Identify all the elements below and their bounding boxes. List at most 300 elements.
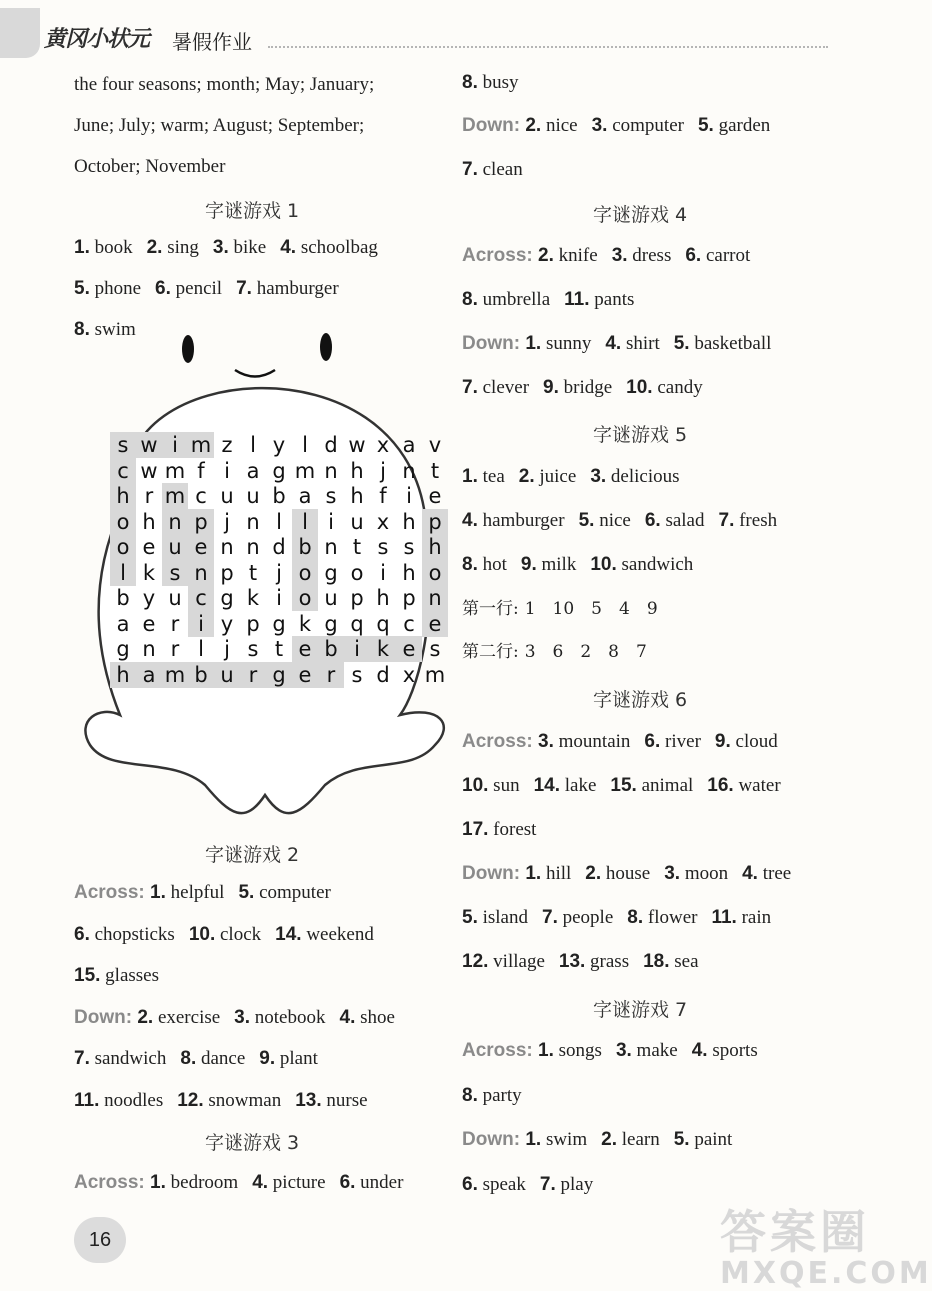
answer-line xyxy=(462,905,771,931)
grid-letter: b xyxy=(272,484,286,508)
answer-number: 2. xyxy=(601,1129,617,1150)
grid-letter: k xyxy=(142,560,156,585)
grid-letter: x xyxy=(402,662,416,687)
grid-letter: e xyxy=(422,611,448,637)
grid-letter: m xyxy=(162,483,188,509)
grid-letter: c xyxy=(188,585,214,611)
answer-line xyxy=(462,70,519,96)
answer-word: sandwich xyxy=(94,1048,167,1069)
section-title: 字谜游戏 6 xyxy=(593,689,688,711)
answer-number: 18. xyxy=(643,951,670,972)
answer-number: 1. xyxy=(150,882,166,903)
grid-letter: n xyxy=(324,458,338,483)
answer-word: phone xyxy=(94,278,142,299)
grid-letter: p xyxy=(220,560,234,585)
answer-item xyxy=(525,1129,587,1150)
row-order-label: 第一行: xyxy=(462,599,519,619)
answer-word: picture xyxy=(272,1172,326,1193)
answer-word: noodles xyxy=(104,1089,164,1111)
answer-item xyxy=(542,907,613,928)
grid-letter: t xyxy=(274,637,284,661)
answer-word: bike xyxy=(233,237,267,258)
answer-word: schoolbag xyxy=(300,237,378,258)
section-title: 字谜游戏 1 xyxy=(205,200,300,222)
page-header xyxy=(0,0,900,62)
answer-number: 4. xyxy=(691,1040,708,1061)
grid-letter: v xyxy=(428,433,442,457)
answer-number: 6. xyxy=(462,1173,478,1195)
answer-item xyxy=(612,245,672,266)
answer-word: swim xyxy=(545,1129,588,1150)
grid-letter: c xyxy=(403,611,415,636)
answer-number: 7. xyxy=(462,159,478,180)
answer-item xyxy=(627,907,697,928)
answer-item xyxy=(275,924,374,945)
answer-word: hamburger xyxy=(482,510,565,531)
direction-label: Across: xyxy=(462,1040,539,1061)
grid-letter: o xyxy=(110,509,136,535)
answer-number: 2. xyxy=(585,863,602,884)
answer-number: 7. xyxy=(718,510,735,531)
answer-item xyxy=(462,1085,522,1106)
answer-line xyxy=(462,729,778,755)
answer-line xyxy=(462,508,777,534)
answer-line xyxy=(462,331,771,357)
text-line: June; July; warm; August; September; xyxy=(74,115,365,136)
grid-letter: u xyxy=(214,662,240,688)
answer-word: songs xyxy=(558,1040,602,1061)
answer-item xyxy=(462,819,536,840)
answer-item xyxy=(538,1040,602,1061)
header-tab-decoration xyxy=(0,8,40,58)
grid-letter: r xyxy=(170,637,180,661)
row-order-line xyxy=(462,639,647,665)
answer-line xyxy=(74,317,136,343)
direction-label: Across: xyxy=(462,731,539,752)
answer-item xyxy=(147,237,199,258)
answer-word: sandwich xyxy=(621,554,694,575)
answer-item xyxy=(525,333,591,354)
answer-line xyxy=(462,861,791,887)
grid-letter: s xyxy=(403,535,415,559)
answer-number: 3. xyxy=(664,863,681,884)
answer-item xyxy=(259,1048,318,1069)
grid-letter: o xyxy=(292,585,318,611)
answer-word: mountain xyxy=(558,731,631,752)
answer-word: hill xyxy=(545,863,572,884)
grid-letter: n xyxy=(246,535,260,559)
grid-letter: l xyxy=(292,509,318,535)
grid-letter: a xyxy=(298,484,312,508)
answer-item xyxy=(462,951,545,972)
grid-letter: b xyxy=(116,586,130,610)
grid-letter: m xyxy=(294,458,316,483)
answer-item xyxy=(692,1040,758,1061)
answer-number: 9. xyxy=(714,731,731,752)
answer-word: rain xyxy=(741,907,772,928)
answer-word: clean xyxy=(482,159,523,180)
grid-letter: x xyxy=(376,433,390,457)
grid-letter: p xyxy=(350,586,364,610)
answer-item xyxy=(540,1174,593,1195)
answer-number: 12. xyxy=(177,1089,204,1111)
answer-word: forest xyxy=(493,819,537,840)
answer-word: lake xyxy=(564,775,597,796)
answer-item xyxy=(543,377,612,398)
answer-line xyxy=(74,1005,395,1031)
grid-letter: w xyxy=(136,432,162,458)
grid-letter: m xyxy=(424,662,446,687)
grid-letter: m xyxy=(164,458,186,483)
grid-letter: q xyxy=(350,611,364,636)
answer-line xyxy=(462,157,523,183)
answer-item xyxy=(340,1172,404,1193)
answer-item xyxy=(707,775,780,796)
answer-item xyxy=(538,245,598,266)
answer-number: 5. xyxy=(74,278,90,299)
answer-number: 8. xyxy=(462,1084,478,1106)
grid-letter: i xyxy=(188,611,214,637)
grid-letter: g xyxy=(266,662,292,688)
grid-letter: f xyxy=(197,458,205,483)
answer-item xyxy=(74,1048,166,1069)
answer-item xyxy=(462,510,565,531)
answer-item xyxy=(74,965,159,986)
answer-number: 3. xyxy=(590,466,607,487)
answer-item xyxy=(585,863,650,884)
answer-number: 3. xyxy=(611,245,628,266)
grid-letter: n xyxy=(422,585,448,611)
answer-word: house xyxy=(605,863,651,884)
answer-item xyxy=(189,924,261,945)
answer-number: 13. xyxy=(558,951,586,972)
header-dotted-rule xyxy=(268,46,828,48)
answer-item xyxy=(295,1090,367,1111)
answer-number: 11. xyxy=(74,1089,100,1111)
answer-line xyxy=(74,963,159,989)
answer-word: pants xyxy=(594,289,635,310)
grid-letter: h xyxy=(376,586,390,610)
watermark xyxy=(720,1196,932,1291)
answer-item xyxy=(462,775,520,796)
answer-word: speak xyxy=(482,1173,526,1195)
answer-line xyxy=(462,287,634,313)
answer-item xyxy=(150,1172,238,1193)
grid-letter: l xyxy=(110,560,136,586)
grid-letter: y xyxy=(142,586,156,610)
answer-number: 4. xyxy=(280,237,297,258)
grid-letter: i xyxy=(344,636,370,662)
direction-label: Down: xyxy=(462,863,526,884)
answer-word: dress xyxy=(632,245,672,266)
grid-letter: t xyxy=(248,560,258,585)
answer-word: tree xyxy=(762,863,792,884)
answer-item xyxy=(610,775,693,796)
grid-letter: s xyxy=(110,432,136,458)
answer-item xyxy=(590,466,679,487)
row-order-numbers: 1 10 5 4 9 xyxy=(524,599,658,619)
answer-item xyxy=(644,731,700,752)
answer-word: exercise xyxy=(157,1006,221,1028)
grid-letter: l xyxy=(250,433,256,457)
grid-letter: m xyxy=(188,432,214,458)
grid-letter: g xyxy=(324,611,338,636)
grid-letter: j xyxy=(224,637,230,661)
answer-item xyxy=(213,237,266,258)
answer-item xyxy=(525,863,571,884)
answer-item xyxy=(462,554,507,575)
series-logo: 黄冈小状元 xyxy=(44,27,150,52)
grid-letter: y xyxy=(272,433,286,457)
answer-number: 9. xyxy=(520,554,537,575)
answer-number: 7. xyxy=(236,278,252,299)
grid-letter: e xyxy=(428,484,442,508)
answer-number: 7. xyxy=(539,1173,556,1195)
grid-letter: x xyxy=(376,509,390,534)
answer-word: carrot xyxy=(705,245,751,266)
answer-item xyxy=(698,115,770,136)
answer-number: 7. xyxy=(542,907,558,928)
grid-letter: r xyxy=(240,662,266,688)
watermark-url: MXQE.COM xyxy=(720,1256,932,1291)
answer-word: plant xyxy=(279,1048,318,1069)
section-title: 字谜游戏 7 xyxy=(593,999,688,1021)
answer-number: 6. xyxy=(644,731,661,752)
answer-line xyxy=(462,1172,593,1198)
grid-letter: h xyxy=(402,509,416,534)
answer-number: 2. xyxy=(146,237,163,258)
answer-word: cloud xyxy=(735,731,778,752)
answer-word: clock xyxy=(220,923,262,945)
grid-letter: l xyxy=(276,509,282,534)
answer-item xyxy=(150,882,224,903)
grid-letter: i xyxy=(276,586,282,610)
answer-number: 8. xyxy=(627,907,644,928)
direction-label: Across: xyxy=(74,1172,151,1193)
section-title: 字谜游戏 5 xyxy=(593,424,688,446)
grid-letter: n xyxy=(220,535,234,559)
answer-item xyxy=(180,1048,245,1069)
answer-number: 6. xyxy=(339,1172,356,1193)
answer-number: 4. xyxy=(605,333,622,354)
text-line: the four seasons; month; May; January; xyxy=(74,74,375,95)
answer-number: 6. xyxy=(685,245,702,266)
grid-letter: n xyxy=(402,458,416,483)
answer-item xyxy=(462,159,523,180)
answer-number: 1. xyxy=(150,1172,166,1193)
answer-number: 1. xyxy=(525,1129,542,1150)
answer-number: 5. xyxy=(578,510,595,531)
direction-label: Down: xyxy=(462,333,526,354)
grid-letter: u xyxy=(350,509,364,534)
grid-letter: o xyxy=(292,560,318,586)
direction-label: Across: xyxy=(74,882,151,903)
answer-number: 1. xyxy=(462,466,478,487)
section-title: 字谜游戏 2 xyxy=(205,844,300,866)
grid-letter: o xyxy=(110,534,136,560)
answer-item xyxy=(462,289,550,310)
answer-word: bridge xyxy=(563,377,613,398)
grid-letter: z xyxy=(221,433,233,457)
answer-item xyxy=(236,278,339,299)
section-title: 字谜游戏 4 xyxy=(593,204,688,226)
answer-word: nice xyxy=(599,510,631,531)
answer-word: nurse xyxy=(326,1089,368,1111)
answer-item xyxy=(664,863,728,884)
answer-number: 8. xyxy=(462,289,478,310)
answer-number: 2. xyxy=(525,115,542,136)
grid-letter: q xyxy=(376,611,390,636)
answer-word: umbrella xyxy=(482,289,551,310)
grid-letter: h xyxy=(142,509,156,534)
grid-letter: f xyxy=(379,484,387,508)
grid-letter: j xyxy=(276,560,282,585)
answer-item xyxy=(74,278,141,299)
grid-letter: u xyxy=(168,586,182,610)
answer-word: snowman xyxy=(208,1089,282,1111)
answer-item xyxy=(462,377,529,398)
answer-item xyxy=(177,1090,281,1111)
grid-letter: u xyxy=(324,586,338,610)
grid-letter: b xyxy=(188,662,214,688)
answer-item xyxy=(590,554,693,575)
answer-line xyxy=(462,243,750,269)
grid-letter: n xyxy=(324,535,338,559)
grid-letter: d xyxy=(376,662,390,687)
answer-word: sports xyxy=(712,1040,758,1061)
grid-letter: j xyxy=(380,458,386,483)
answer-number: 12. xyxy=(462,951,489,972)
answer-item xyxy=(462,907,528,928)
answer-number: 4. xyxy=(742,863,758,884)
direction-label: Across: xyxy=(462,245,539,266)
answer-number: 2. xyxy=(137,1006,154,1028)
answer-item xyxy=(538,731,630,752)
grid-letter: r xyxy=(318,662,344,688)
grid-letter: h xyxy=(350,484,364,508)
answer-item xyxy=(74,237,133,258)
answer-item xyxy=(601,1129,660,1150)
answer-number: 6. xyxy=(155,278,171,299)
answer-number: 5. xyxy=(673,1129,690,1150)
answer-word: paint xyxy=(694,1129,733,1150)
answer-word: weekend xyxy=(306,923,374,945)
grid-letter: l xyxy=(302,433,308,457)
answer-word: tea xyxy=(482,466,505,487)
answer-number: 9. xyxy=(259,1048,276,1069)
answer-number: 1. xyxy=(538,1040,554,1061)
answer-word: sea xyxy=(674,951,699,972)
answer-word: notebook xyxy=(254,1006,326,1028)
answer-word: candy xyxy=(657,377,703,398)
grid-letter: a xyxy=(246,458,260,483)
answer-word: glasses xyxy=(105,965,159,986)
answer-item xyxy=(462,72,519,93)
answer-line xyxy=(462,1038,758,1064)
answer-item xyxy=(534,775,597,796)
answer-number: 8. xyxy=(462,554,478,575)
answer-word: nice xyxy=(545,115,578,136)
answer-word: milk xyxy=(541,554,577,575)
answer-item xyxy=(643,951,698,972)
answer-number: 16. xyxy=(707,775,734,796)
answer-word: salad xyxy=(665,510,705,531)
answer-item xyxy=(605,333,659,354)
grid-letter: s xyxy=(377,535,389,559)
grid-letter: h xyxy=(110,662,136,688)
answer-number: 5. xyxy=(238,882,255,903)
answer-number: 2. xyxy=(538,245,554,266)
grid-letter: e xyxy=(188,534,214,560)
answer-line xyxy=(462,949,699,975)
grid-letter: h xyxy=(350,458,364,483)
grid-letter: p xyxy=(246,611,260,636)
answer-word: fresh xyxy=(739,510,778,531)
answer-word: river xyxy=(665,731,701,752)
answer-number: 4. xyxy=(252,1172,269,1193)
answer-word: juice xyxy=(539,466,577,487)
answer-number: 1. xyxy=(74,237,90,258)
answer-word: village xyxy=(493,951,545,972)
answer-number: 2. xyxy=(518,466,535,487)
grid-letter: w xyxy=(140,458,158,483)
grid-letter: a xyxy=(402,433,416,457)
grid-letter: a xyxy=(136,662,162,688)
answer-item xyxy=(674,1129,733,1150)
answer-line xyxy=(462,1083,522,1109)
answer-line xyxy=(74,1088,368,1114)
grid-letter: n xyxy=(162,509,188,535)
answer-number: 8. xyxy=(180,1048,197,1069)
row-order-label: 第二行: xyxy=(462,642,519,662)
grid-letter: b xyxy=(292,534,318,560)
answer-word: moon xyxy=(684,863,729,884)
answer-item xyxy=(592,115,684,136)
grid-letter: t xyxy=(430,458,440,483)
answer-line xyxy=(74,880,331,906)
answer-word: computer xyxy=(259,882,331,903)
grid-letter: u xyxy=(220,484,234,508)
grid-letter: t xyxy=(352,535,362,559)
answer-item xyxy=(719,510,778,531)
answer-number: 15. xyxy=(74,965,101,986)
answer-item xyxy=(340,1007,395,1028)
answer-number: 3. xyxy=(212,237,229,258)
answer-number: 8. xyxy=(462,72,478,93)
answer-word: helpful xyxy=(170,882,225,903)
answer-number: 17. xyxy=(462,819,489,840)
answer-word: water xyxy=(738,775,781,796)
direction-label: Down: xyxy=(462,1129,526,1150)
answer-item xyxy=(715,731,778,752)
answer-item xyxy=(234,1007,325,1028)
answer-number: 3. xyxy=(615,1040,632,1061)
grid-letter: y xyxy=(220,611,234,636)
answer-item xyxy=(742,863,791,884)
answer-item xyxy=(74,1090,163,1111)
grid-letter: g xyxy=(116,637,130,661)
answer-number: 4. xyxy=(462,510,478,531)
answer-word: pencil xyxy=(175,278,223,299)
answer-word: sing xyxy=(167,237,199,258)
answer-number: 5. xyxy=(697,115,714,136)
answer-number: 8. xyxy=(74,319,90,340)
answer-number: 14. xyxy=(275,923,302,945)
grid-letter: a xyxy=(116,611,130,636)
answer-word: learn xyxy=(621,1129,660,1150)
grid-letter: i xyxy=(406,484,412,508)
grid-letter: d xyxy=(272,535,286,559)
